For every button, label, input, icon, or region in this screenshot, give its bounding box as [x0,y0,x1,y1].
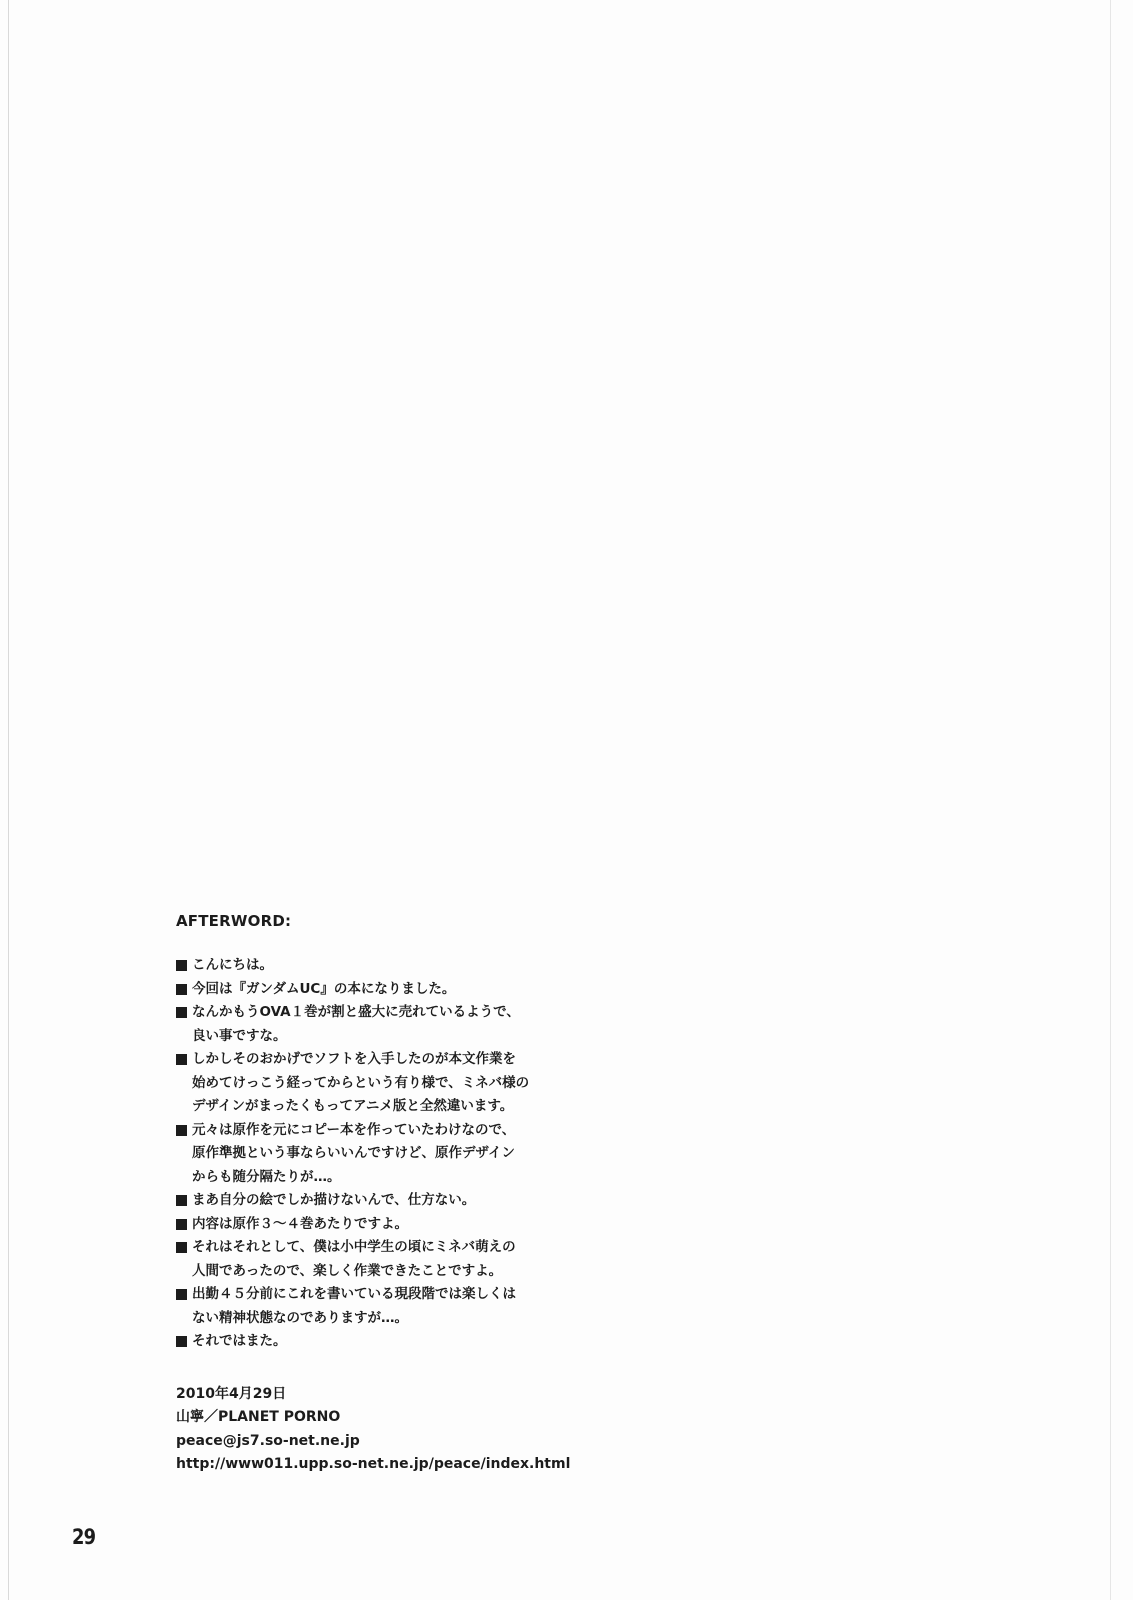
afterword-section [176,910,736,1477]
afterword-item [176,1189,736,1213]
afterword-item-text: それはそれとして、僕は小中学生の頃にミネバ萌えの 人間であったので、楽しく作業できたことですよ。 [192,1239,516,1279]
square-bullet-icon [176,1007,187,1018]
square-bullet-icon [176,1242,187,1253]
square-bullet-icon [176,984,187,995]
afterword-item-text: 今回は『ガンダムUC』の本になりました。 [192,980,456,997]
afterword-item-text: 元々は原作を元にコピー本を作っていたわけなので、 原作準拠という事ならいいんですけど、原作デザイン からも随分隔たりが…。 [192,1121,516,1185]
signature-email: peace@js7.so-net.ne.jp [176,1432,360,1449]
square-bullet-icon [176,1125,187,1136]
signature-author: 山寧／PLANET PORNO [176,1409,341,1425]
afterword-item-text: こんにちは。 [192,957,273,973]
square-bullet-icon [176,1054,187,1065]
afterword-item-text: なんかもうOVA１巻が割と盛大に売れているようで、 良い事ですな。 [192,1004,520,1044]
afterword-item [176,1001,736,1048]
afterword-heading: AFTERWORD: [176,912,292,930]
afterword-item-text: 出勤４５分前にこれを書いている現段階では楽しくは ない精神状態なのでありますが…。 [192,1286,516,1326]
afterword-item [176,1236,736,1283]
afterword-list [176,954,736,1354]
signature-url: http://www011.upp.so-net.ne.jp/peace/index.html [176,1456,571,1472]
signature-block [176,1383,736,1477]
afterword-item [176,954,736,978]
square-bullet-icon [176,1195,187,1206]
signature-date: 2010年4月29日 [176,1385,287,1402]
afterword-item [176,978,736,1002]
afterword-item-text: まあ自分の絵でしか描けないんで、仕方ない。 [192,1192,476,1208]
square-bullet-icon [176,960,187,971]
afterword-item [176,1330,736,1354]
afterword-item-text: それではまた。 [192,1333,287,1349]
page-number: 29 [72,1525,96,1549]
afterword-item [176,1213,736,1237]
afterword-item [176,1048,736,1119]
square-bullet-icon [176,1289,187,1300]
square-bullet-icon [176,1219,187,1230]
afterword-item-text: しかしそのおかげでソフトを入手したのが本文作業を 始めてけっこう経ってからという有り様で、ミネバ様の デザインがまったくもってアニメ版と全然違います。 [192,1051,530,1114]
square-bullet-icon [176,1336,187,1347]
page-edge-right [1110,0,1111,1600]
page-edge-left [8,0,9,1600]
afterword-item-text: 内容は原作３～４巻あたりですよ。 [192,1215,408,1232]
afterword-item [176,1283,736,1330]
afterword-item [176,1119,736,1190]
